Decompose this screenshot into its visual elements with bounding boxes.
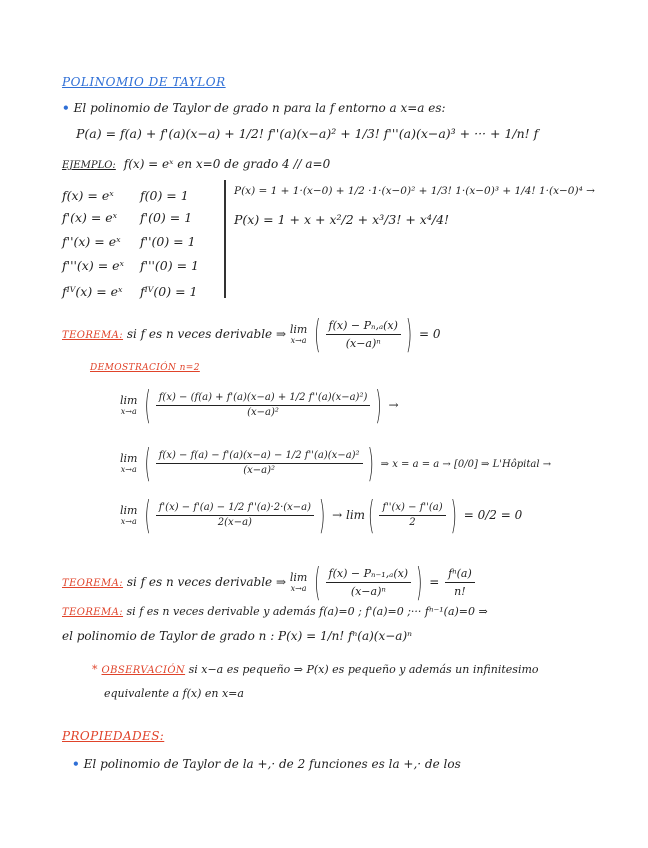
left-paren: ( <box>144 381 151 428</box>
lim-text: lim <box>120 452 138 465</box>
column-divider <box>224 180 226 298</box>
derivative-value: f'''(0) = 1 <box>140 258 200 273</box>
theorem1-fraction <box>326 318 401 351</box>
fraction-denominator: (x−a)² <box>243 465 276 476</box>
lhopital-note: ⇒ x = a = a → [0/0] ⇒ L'Hôpital → <box>380 459 552 470</box>
right-paren: ) <box>405 310 413 357</box>
section-title: POLINOMIO DE TAYLOR <box>62 75 226 89</box>
lim-text: lim <box>120 394 138 407</box>
demo-step1: lim x→a ( $\frac{\text{f(x) − (f(a) + f'(a)(x−a) + 1/2 f''(a)(x−a)²)}}{\text{(x−a)²}}$ ) → <box>120 381 399 428</box>
right-paren: ) <box>319 491 326 538</box>
lim-sub: x→a <box>290 584 307 593</box>
step3-fraction-2 <box>379 502 445 529</box>
fraction-numerator: f''(x) − f''(a) <box>379 502 445 516</box>
limit-operator <box>120 453 137 474</box>
derivative-value: f'(0) = 1 <box>140 210 193 225</box>
step1-fraction <box>156 392 371 419</box>
lim-text: lim <box>289 571 308 584</box>
limit-operator <box>120 505 137 526</box>
right-paren: ) <box>416 558 423 605</box>
properties-item <box>72 758 461 770</box>
observation-line1 <box>92 664 539 676</box>
fraction-numerator: f'(x) − f'(a) − 1/2 f''(a)·2·(x−a) <box>156 502 314 516</box>
lim-sub: x→a <box>120 517 137 526</box>
taylor-formula: P(a) = f(a) + f'(a)(x−a) + 1/2! f''(a)(x−a)² + 1/3! f'''(a)(x−a)³ + ··· + 1/n! f <box>76 126 539 141</box>
lim-sub: x→a <box>290 336 307 345</box>
derivative-value: fᴵⱽ(0) = 1 <box>140 284 198 299</box>
theorem1-line <box>62 310 441 357</box>
theorem1-result: = 0 <box>418 327 441 341</box>
derivative-row: f''(x) = eˣ <box>62 234 121 249</box>
fraction-numerator: f(x) − f(a) − f'(a)(x−a) − 1/2 f''(a)(x−a)² <box>156 450 363 464</box>
derivative-row: f'(x) = eˣ <box>62 210 118 225</box>
right-paren: ) <box>367 439 374 486</box>
derivative-row <box>62 190 114 203</box>
theorem3-text: si f es n veces derivable y además f(a)=0 ; f'(a)=0 ;··· fⁿ⁻¹(a)=0 ⇒ <box>126 605 488 618</box>
lim-text: lim <box>289 323 308 336</box>
right-paren: ) <box>375 381 382 428</box>
limit-operator <box>290 324 307 345</box>
step3-fraction <box>156 502 314 529</box>
theorem2-text: si f es n veces derivable ⇒ <box>126 575 286 589</box>
theorem2-rhs <box>445 566 475 599</box>
demonstration-label: DEMOSTRACIÓN n=2 <box>90 363 200 373</box>
left-paren: ( <box>314 310 321 357</box>
theorem3-line1 <box>62 606 488 618</box>
derivative-row: f'''(x) = eˣ <box>62 258 124 273</box>
lim-text: lim <box>120 504 138 517</box>
derivative-row: fᴵⱽ(x) = eˣ <box>62 284 123 299</box>
left-paren: ( <box>314 558 321 605</box>
observation-line2: equivalente a f(x) en x=a <box>104 687 244 700</box>
fraction-numerator: f(x) − Pₙ,ₐ(x) <box>326 318 401 335</box>
left-paren: ( <box>144 491 151 538</box>
theorem3-line2: el polinomio de Taylor de grado n : P(x) = 1/n! fⁿ(a)(x−a)ⁿ <box>62 629 413 643</box>
bullet-icon: • <box>62 101 70 115</box>
left-paren: ( <box>368 491 375 538</box>
theorem2-line <box>62 558 477 605</box>
fraction-denominator: (x−a)² <box>247 407 279 418</box>
expansion-line: P(x) = 1 + 1·(x−0) + 1/2 ·1·(x−0)² + 1/3! 1·(x−0)³ + 1/4! 1·(x−0)⁴ → <box>234 185 595 197</box>
demo-step2 <box>120 439 552 486</box>
fraction-denominator: n! <box>454 585 466 598</box>
step3-result: = 0/2 = 0 <box>463 508 523 522</box>
limit-operator <box>290 572 307 593</box>
theorem2-label: TEOREMA: <box>62 578 124 589</box>
theorem2-fraction <box>326 566 412 599</box>
example-line <box>62 158 330 171</box>
demo-step3 <box>120 491 523 538</box>
bullet-icon: • <box>72 757 80 771</box>
example-statement: f(x) = eˣ en x=0 de grado 4 // a=0 <box>123 157 331 171</box>
property-text: El polinomio de Taylor de la +,· de 2 funciones es la +,· de los <box>83 757 461 771</box>
fraction-denominator: (x−a)ⁿ <box>345 337 381 350</box>
lim-sub: x→a <box>120 465 137 474</box>
theorem1-text: si f es n veces derivable ⇒ <box>126 327 286 341</box>
fraction-denominator: (x−a)ⁿ <box>350 585 386 598</box>
fraction-numerator: f(x) − (f(a) + f'(a)(x−a) + 1/2 f''(a)(x−a)²) <box>156 392 371 406</box>
observation-label: OBSERVACIÓN <box>101 665 186 676</box>
right-paren: ) <box>450 491 457 538</box>
theorem2-equals: = <box>429 575 440 589</box>
lim-sub: x→a <box>120 407 137 416</box>
fraction-denominator: 2 <box>409 517 416 528</box>
derivative-left: f(x) = eˣ <box>62 188 114 203</box>
definition-text <box>62 102 446 114</box>
fraction-numerator: fⁿ(a) <box>445 566 475 583</box>
example-label: EJEMPLO: <box>62 160 116 171</box>
theorem1-label: TEOREMA: <box>62 330 124 341</box>
step3-arrow: → lim <box>332 508 366 522</box>
asterisk-icon: * <box>92 663 98 676</box>
derivative-value: f''(0) = 1 <box>140 234 196 249</box>
theorem3-label: TEOREMA: <box>62 607 124 618</box>
fraction-numerator: f(x) − Pₙ₋₁,ₐ(x) <box>326 566 412 583</box>
definition-sentence: El polinomio de Taylor de grado n para la f entorno a x=a es: <box>73 101 446 115</box>
observation-text: si x−a es pequeño ⇒ P(x) es pequeño y además un infinitesimo <box>188 663 539 676</box>
expansion-result: P(x) = 1 + x + x²/2 + x³/3! + x⁴/4! <box>234 212 450 227</box>
left-paren: ( <box>144 439 151 486</box>
derivative-value: f(0) = 1 <box>140 188 189 203</box>
limit-operator <box>120 395 137 416</box>
properties-title: PROPIEDADES: <box>62 729 165 743</box>
fraction-denominator: 2(x−a) <box>217 517 252 528</box>
step2-fraction <box>156 450 363 477</box>
